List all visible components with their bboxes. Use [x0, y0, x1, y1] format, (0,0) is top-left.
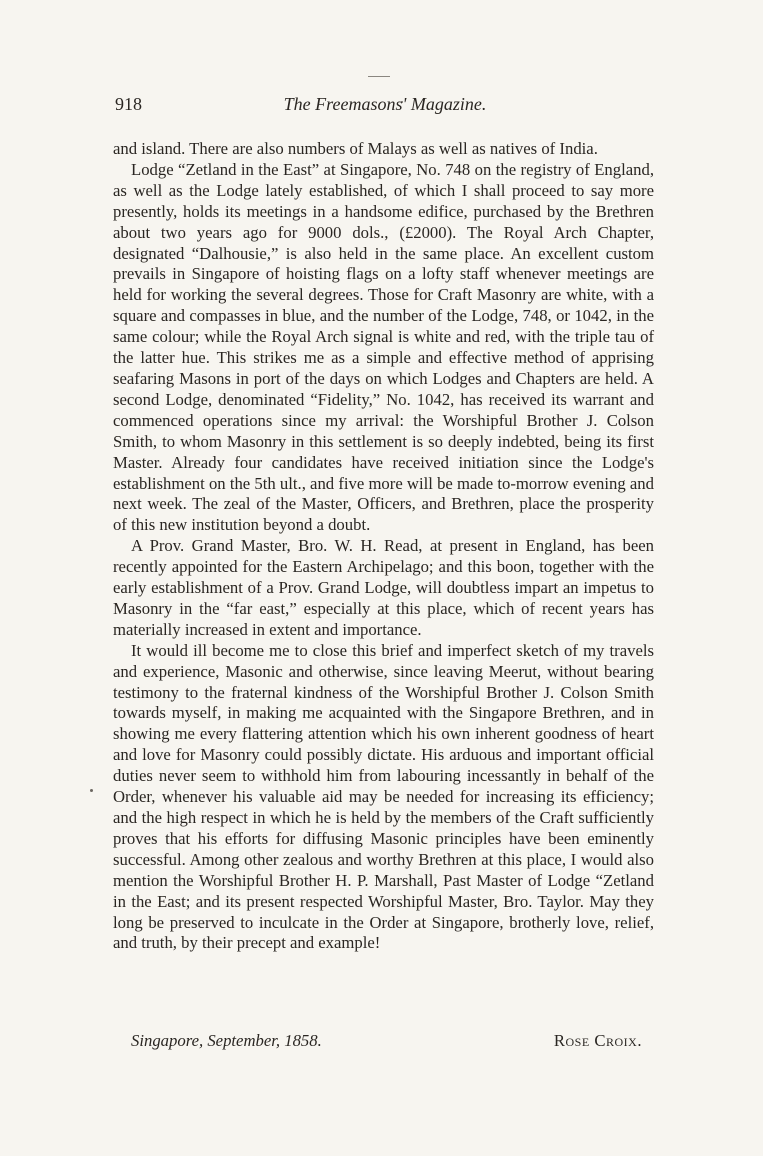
author-signature: Rose Croix.: [553, 1031, 642, 1050]
paragraph: It would ill become me to close this brief and imperfect sketch of my travels and experience, Masonic and otherwise, since leaving Meerut, without bearing testimony to the fraternal kindness of the Worshipful Brother J. Colson Smith towards myself, in making me acquainted with the Singapore Brethren, and in showing me every flattering attention which his own inherent goodness of heart and love for Masonry could possibly dictate. His arduous and important official duties never seem to withhold him from labouring incessantly in behalf of the Order, whenever his valuable aid may be needed for increasing its efficiency; and the high respect in which he is held by the members of the Craft sufficiently proves that his efforts for diffusing Masonic principles have been eminently successful. Among other zealous and worthy Brethren at this place, I would also mention the Worshipful Brother H. P. Marshall, Past Master of Lodge “Zetland in the East; and its present respected Worshipful Master, Bro. Taylor. May they long be preserved to inculcate in the Order at Singapore, brotherly love, relief, and truth, by their precept and example!: [113, 640, 654, 953]
page-header: [115, 94, 655, 120]
page-number: 918: [115, 94, 142, 114]
signature-line: [113, 1031, 654, 1053]
ink-speck: [90, 789, 93, 792]
paragraph: A Prov. Grand Master, Bro. W. H. Read, at present in England, has been recently appointed for the Eastern Archipelago; and this boon, together with the early establishment of a Prov. Grand Lodge, will doubtless impart an impetus to Masonry in the “far east,” especially at this place, which of recent years has materially increased in extent and importance.: [113, 536, 654, 639]
running-title: The Freemasons' Magazine.: [283, 94, 487, 114]
article-body: [113, 139, 654, 954]
paragraph: Lodge “Zetland in the East” at Singapore, No. 748 on the registry of England, as well as the Lodge lately established, of which I shall proceed to say more presently, holds its meetings in a handsome edifice, purchased by the Brethren about two years ago for 9000 dols., (£2000). The Royal Arch Chapter, designated “Dalhousie,” is also held in the same place. An excellent custom prevails in Singapore of hoisting flags on a lofty staff whenever meetings are held for working the several degrees. Those for Craft Masonry are white, with a square and compasses in blue, and the number of the Lodge, 748, or 1042, in the same colour; while the Royal Arch signal is white and red, with the triple tau of the latter hue. This strikes me as a simple and effective method of apprising seafaring Masons in port of the days on which Lodges and Chapters are held. A second Lodge, denominated “Fidelity,” No. 1042, has received its warrant and commenced operations since my arrival: the Worshipful Brother J. Colson Smith, to whom Masonry in this settlement is so deeply indebted, being its first Master. Already four candidates have received initiation since the Lodge's establishment on the 5th ult., and five more will be made to-morrow evening and next week. The zeal of the Master, Officers, and Brethren, place the prosperity of this new institution beyond a doubt.: [113, 159, 654, 535]
paragraph: and island. There are also numbers of Malays as well as natives of India.: [113, 139, 598, 158]
top-rule: [368, 76, 390, 77]
place-date: Singapore, September, 1858.: [131, 1031, 322, 1050]
